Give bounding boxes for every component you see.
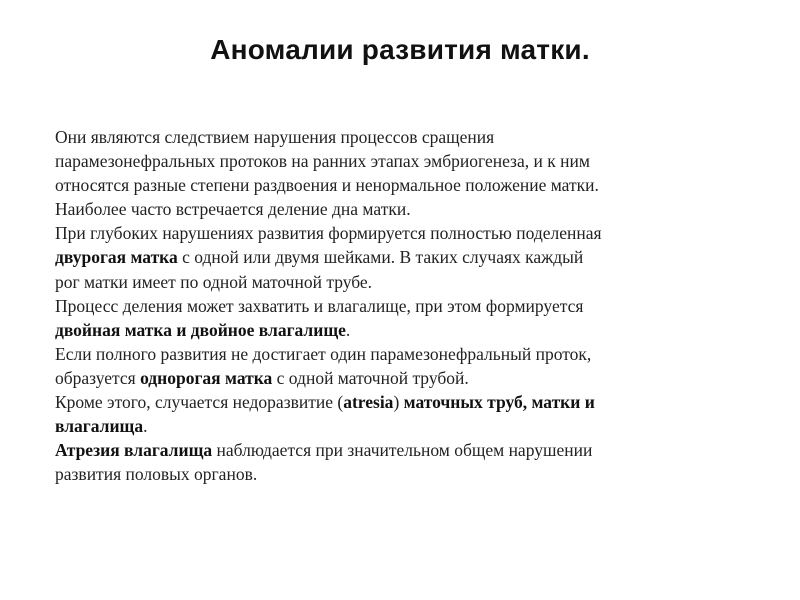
- slide-body-text: [55, 125, 755, 486]
- bold-term: двойная матка и двойное влагалище: [55, 319, 346, 340]
- bold-term: двурогая матка: [55, 247, 178, 268]
- text-line: [55, 318, 755, 342]
- text-line: [55, 245, 755, 269]
- text-segment: образуется: [55, 367, 141, 388]
- text-line: [55, 414, 755, 438]
- bold-term: влагалища: [55, 416, 144, 437]
- bold-term: однорогая матка: [140, 367, 273, 388]
- text-line: [55, 149, 755, 173]
- text-line: [55, 390, 755, 414]
- slide-title: Аномалии развития матки.: [210, 34, 590, 65]
- text-segment: ): [393, 392, 404, 413]
- text-segment: Они являются следствием нарушения процессов сращения: [55, 127, 495, 147]
- text-line: [55, 366, 755, 390]
- text-segment: .: [345, 319, 351, 340]
- text-segment: развития половых органов.: [55, 464, 258, 485]
- text-segment: с одной или двумя шейками. В таких случаях каждый: [177, 247, 584, 268]
- text-line: [55, 438, 755, 462]
- text-line: [55, 270, 755, 294]
- text-segment: Процесс деления может захватить и влагалище, при этом формируется: [55, 295, 584, 316]
- text-segment: относятся разные степени раздвоения и ненормальное положение матки.: [55, 175, 599, 196]
- text-segment: Наиболее часто встречается деление дна матки.: [55, 199, 411, 220]
- text-line: [55, 342, 755, 366]
- text-line: [55, 173, 755, 197]
- text-line: [55, 125, 755, 149]
- text-line: [55, 197, 755, 221]
- bold-term: Атрезия влагалища: [55, 440, 213, 461]
- text-segment: При глубоких нарушениях развития формируется полностью поделенная: [55, 223, 602, 244]
- text-segment: с одной маточной трубой.: [272, 367, 469, 388]
- text-line: [55, 221, 755, 245]
- text-line: [55, 294, 755, 318]
- bold-term: atresia: [343, 392, 394, 413]
- bold-term: маточных труб, матки и: [403, 392, 595, 413]
- text-segment: наблюдается при значительном общем нарушении: [212, 440, 593, 461]
- text-segment: Если полного развития не достигает один парамезонефральный проток,: [55, 343, 592, 364]
- text-segment: парамезонефральных протоков на ранних этапах эмбриогенеза, и к ним: [55, 151, 590, 172]
- text-segment: .: [143, 416, 148, 437]
- text-segment: рог матки имеет по одной маточной трубе.: [55, 271, 373, 292]
- text-segment: Кроме этого, случается недоразвитие (: [55, 392, 344, 413]
- text-line: [55, 462, 755, 486]
